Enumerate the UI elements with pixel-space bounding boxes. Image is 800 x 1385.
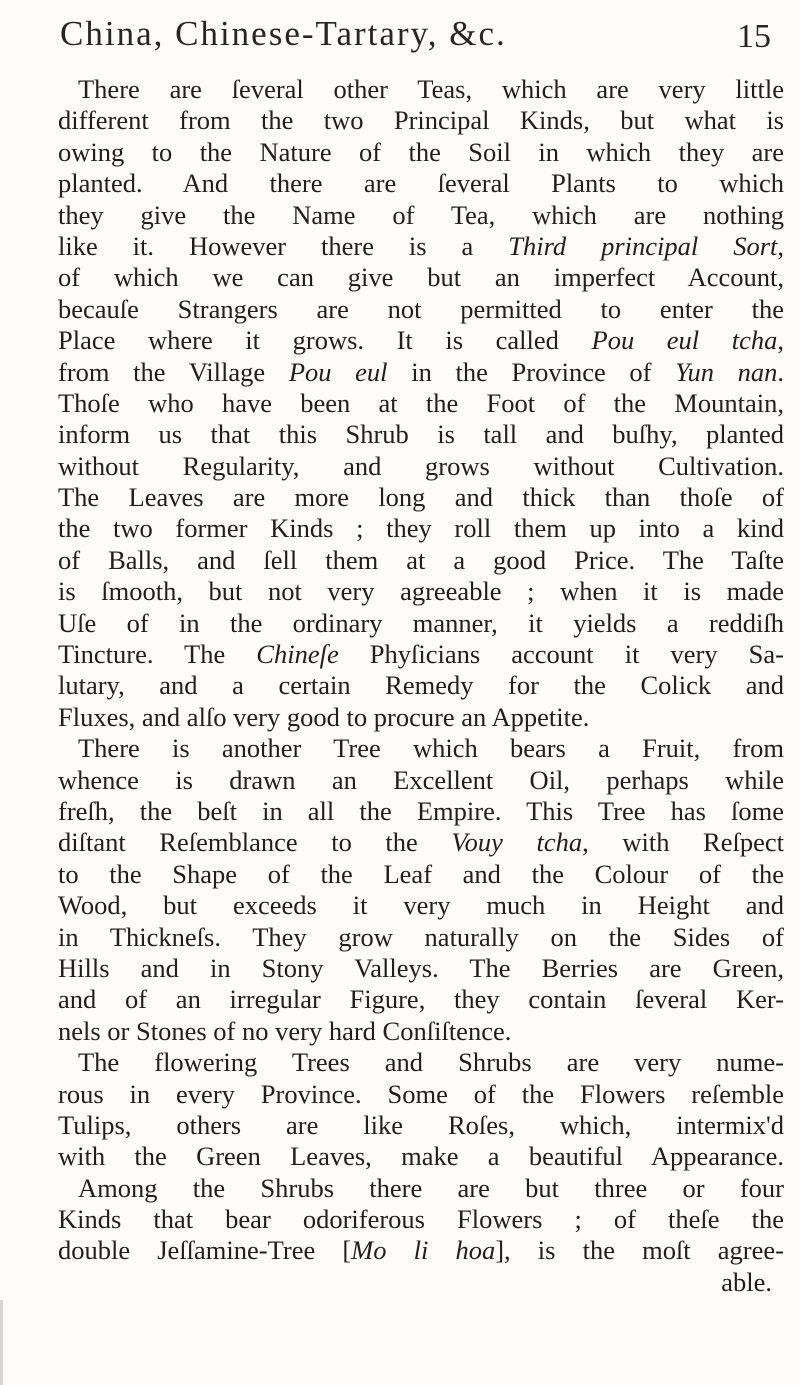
text-line: There is another Tree which bears a Fruit, from (78, 733, 784, 764)
text-line: rous in every Province. Some of the Flowers reſemble (58, 1078, 784, 1109)
text-line: The Leaves are more long and thick than thoſe of (58, 482, 784, 513)
text-line: owing to the Nature of the Soil in which they are (58, 136, 784, 167)
text-line: There are ſeveral other Teas, which are very little (78, 74, 784, 104)
text-line: and of an irregular Figure, they contain ſeveral Ker- (58, 984, 784, 1015)
text-line: becauſe Strangers are not permitted to enter the (58, 293, 784, 324)
text-line: Place where it grows. It is called Pou eul tcha, (58, 325, 785, 356)
text-line: the two former Kinds ; they roll them up into a kind (58, 513, 784, 544)
text-line: they give the Name of Tea, which are nothing (58, 199, 784, 230)
text-line: of Balls, and ſell them at a good Price. The Taſte (58, 544, 784, 575)
text-line: from the Village Pou eul in the Province of Yun nan. (58, 356, 784, 387)
page-number: 15 (737, 18, 771, 55)
text-line: The flowering Trees and Shrubs are very nume- (78, 1047, 784, 1078)
text-line: planted. And there are ſeveral Plants to which (58, 168, 784, 199)
text-line: freſh, the beſt in all the Empire. This Tree has ſome (58, 795, 784, 826)
text-line: Tincture. The Chineſe Phyſicians account it very Sa- (58, 639, 784, 670)
text-line: of which we can give but an imperfect Account, (58, 262, 784, 293)
text-line: able. (721, 1266, 772, 1297)
text-line: Uſe of in the ordinary manner, it yields a reddiſh (58, 607, 784, 638)
text-line: without Regularity, and grows without Cultivation. (58, 450, 784, 481)
text-line: like it. However there is a Third principal Sort, (58, 230, 784, 261)
text-line: Hills and in Stony Valleys. The Berries are Green, (58, 952, 784, 983)
text-line: whence is drawn an Excellent Oil, perhaps while (58, 764, 784, 795)
text-line: with the Green Leaves, make a beautiful Appearance. (58, 1141, 784, 1172)
text-line: different from the two Principal Kinds, but what is (58, 105, 784, 136)
text-line: in Thickneſs. They grow naturally on the Sides of (58, 921, 784, 952)
body-text (58, 74, 784, 1298)
text-line: Fluxes, and alſo very good to procure an Appetite. (58, 701, 590, 732)
text-line: Kinds that bear odoriferous Flowers ; of theſe the (58, 1204, 784, 1235)
running-title: China, Chinese-Tartary, &c. (60, 14, 507, 53)
text-line: Thoſe who have been at the Foot of the Mountain, (58, 387, 784, 418)
text-line: to the Shape of the Leaf and the Colour of the (58, 858, 784, 889)
text-line: lutary, and a certain Remedy for the Colick and (58, 670, 784, 701)
text-line: is ſmooth, but not very agreeable ; when it is made (58, 576, 784, 607)
text-line: Tulips, others are like Roſes, which, intermix'd (58, 1109, 784, 1140)
text-line: double Jeſſamine-Tree [Mo li hoa], is the moſt agree- (58, 1235, 784, 1266)
text-line: diſtant Reſemblance to the Vouy tcha, with Reſpect (58, 827, 784, 858)
text-line: inform us that this Shrub is tall and buſhy, planted (58, 419, 784, 450)
text-line: Wood, but exceeds it very much in Height and (58, 890, 784, 921)
page-gutter-shadow (0, 1300, 3, 1385)
text-line: Among the Shrubs there are but three or four (78, 1172, 784, 1203)
text-line: nels or Stones of no very hard Conſiſtence. (58, 1015, 512, 1046)
